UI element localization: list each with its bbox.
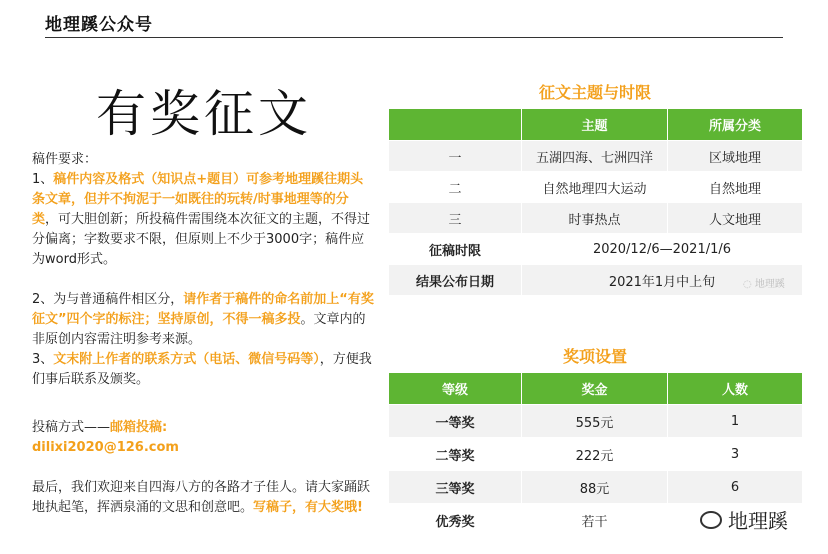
requirement-item-1: 1、稿件内容及格式（知识点+题目）可参考地理蹊往期头条文章，但并不拘泥于一如既往的玩转/时事地理等的分类，可大胆创新；所投稿件需围绕本次征文的主题，不得过分偏离；字数要求不限，但原则上不少于3000字；稿件应为word形式。 [32, 172, 371, 267]
wechat-icon [700, 511, 722, 529]
requirement-1-highlight: 稿件内容及格式（知识点+题目）可参考地理蹊往期头条文章，但并不拘泥于一如既往的玩转/时事地理等的分类 [32, 172, 364, 227]
prize-header-amount: 奖金 [522, 373, 668, 405]
prize-level: 一等奖 [389, 405, 522, 438]
requirements-heading: 稿件要求： [32, 152, 98, 167]
poster-title: 有奖征文 [96, 85, 312, 143]
submission-email: dilixi2020@126.com [32, 440, 179, 455]
theme-row-category: 人文地理 [668, 203, 803, 234]
prize-count: 3 [668, 438, 803, 471]
theme-table-title: 征文主题与时限 [538, 83, 651, 102]
prize-amount: 555元 [522, 405, 668, 438]
theme-row [389, 141, 803, 172]
prize-count: 1 [668, 405, 803, 438]
prize-table-title: 奖项设置 [562, 347, 627, 366]
prize-row [389, 405, 803, 438]
deadline-row [389, 234, 803, 265]
deadline-value: 2020/12/6—2021/1/6 [522, 234, 803, 265]
submission-method-highlight: 邮箱投稿: [110, 420, 168, 435]
prize-level: 三等奖 [389, 471, 522, 504]
requirement-2-highlight: 请作者于稿件的命名前加上“有奖征文”四个字的标注；坚持原创，不得一稿多投 [32, 292, 374, 327]
result-label: 结果公布日期 [389, 265, 522, 296]
theme-row-category: 区域地理 [668, 141, 803, 172]
theme-header-category: 所属分类 [668, 109, 803, 141]
requirement-item-2: 2、为与普通稿件相区分，请作者于稿件的命名前加上“有奖征文”四个字的标注；坚持原创，不得一稿多投。文章内的非原创内容需注明参考来源。 [32, 292, 374, 347]
prize-row [389, 471, 803, 504]
theme-table [388, 108, 803, 296]
watermark-big: 地理蹊 [700, 505, 788, 534]
prize-level: 二等奖 [389, 438, 522, 471]
prize-header-count: 人数 [668, 373, 803, 405]
closing-highlight: 写稿子，有大奖哦! [253, 500, 363, 515]
prize-amount: 222元 [522, 438, 668, 471]
result-value: 2021年1月中上旬 [522, 265, 803, 296]
submission-method: 投稿方式——邮箱投稿: [32, 420, 168, 435]
theme-row-topic: 自然地理四大运动 [522, 172, 668, 203]
result-row [389, 265, 803, 296]
theme-row-topic: 时事热点 [522, 203, 668, 234]
closing-paragraph: 最后，我们欢迎来自四海八方的各路才子佳人。请大家踊跃地执起笔，挥洒泉涌的文思和创意吧。写稿子，有大奖哦! [32, 480, 371, 515]
requirement-item-3: 3、文末附上作者的联系方式（电话、微信号码等），方便我们事后联系及颁奖。 [32, 352, 372, 387]
theme-row [389, 203, 803, 234]
theme-row-topic: 五湖四海、七洲四洋 [522, 141, 668, 172]
watermark-small: ◌ 地理蹊 [743, 279, 785, 290]
prize-amount: 88元 [522, 471, 668, 504]
theme-row-index: 一 [389, 141, 522, 172]
prize-amount: 若干 [522, 504, 668, 537]
deadline-label: 征稿时限 [389, 234, 522, 265]
theme-header-blank [389, 109, 522, 141]
theme-row-index: 二 [389, 172, 522, 203]
requirements-section [32, 150, 374, 518]
prize-level: 优秀奖 [389, 504, 522, 537]
theme-row-category: 自然地理 [668, 172, 803, 203]
header-divider [45, 37, 783, 38]
prize-row [389, 438, 803, 471]
account-title: 地理蹊公众号 [45, 15, 153, 35]
requirement-3-highlight: 文末附上作者的联系方式（电话、微信号码等） [53, 352, 320, 367]
prize-count: 6 [668, 471, 803, 504]
theme-row [389, 172, 803, 203]
theme-header-topic: 主题 [522, 109, 668, 141]
theme-row-index: 三 [389, 203, 522, 234]
prize-header-level: 等级 [389, 373, 522, 405]
